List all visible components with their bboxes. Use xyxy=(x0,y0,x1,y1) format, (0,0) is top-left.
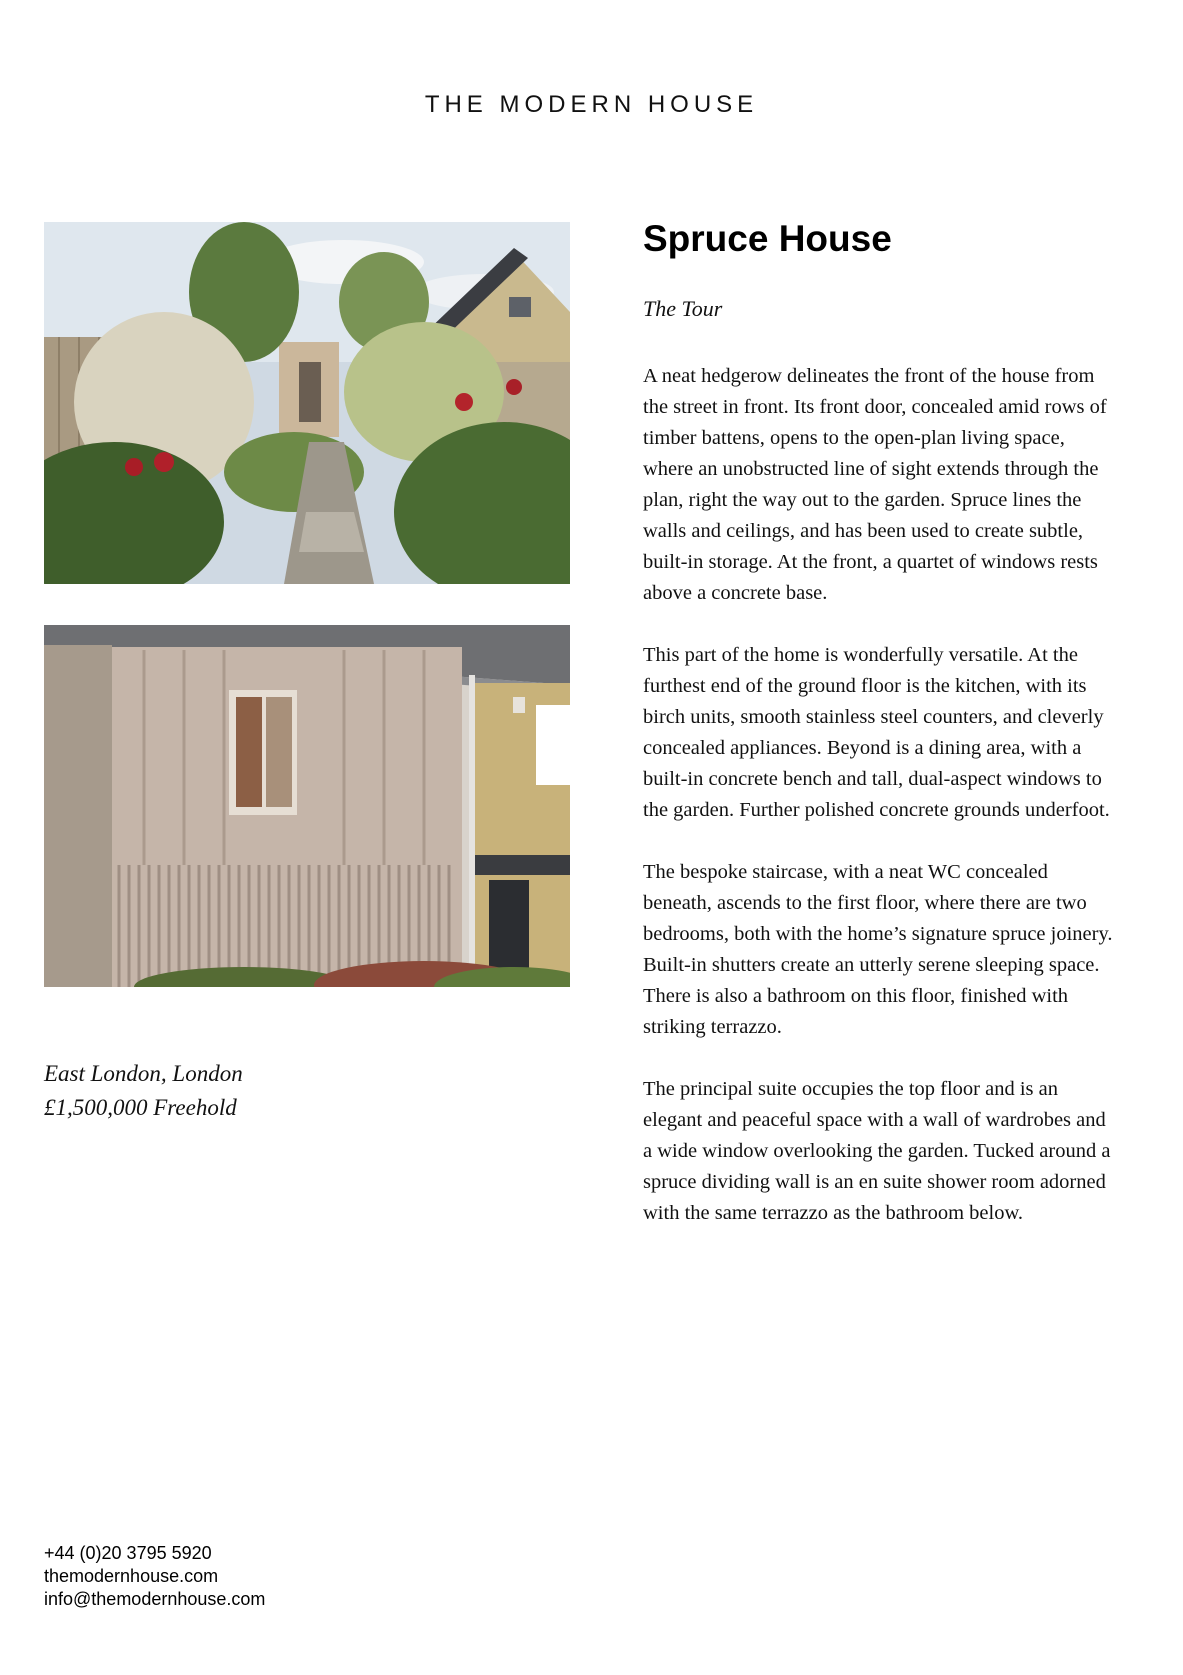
paragraph: The principal suite occupies the top floor and is an elegant and peaceful space with a wall of wardrobes and a wide window overlooking the garden. Tucked around a spruce dividing wall is an en suite shower room adorned with the same terrazzo as the bathroom below. xyxy=(643,1078,1111,1224)
contact-footer xyxy=(44,1542,265,1611)
paragraph: The bespoke staircase, with a neat WC concealed beneath, ascends to the first floor, where there are two bedrooms, both with the home’s signature spruce joinery. Built-in shutters create an utterly serene sleeping space. There is also a bathroom on this floor, finished with striking terrazzo. xyxy=(643,861,1113,1038)
contact-email[interactable]: info@themodernhouse.com xyxy=(44,1589,266,1609)
section-subtitle: The Tour xyxy=(643,296,723,321)
listing-location: East London, London xyxy=(44,1061,243,1086)
listing-details xyxy=(44,1057,243,1125)
brand-wordmark: THE MODERN HOUSE xyxy=(424,91,759,118)
article-body xyxy=(643,361,1113,1260)
paragraph: This part of the home is wonderfully versatile. At the furthest end of the ground floor is the kitchen, with its birch units, smooth stainless steel counters, and cleverly concealed appliances. Beyond is a dining area, with a built-in concrete bench and tall, dual-aspect windows to the garden. Further polished concrete grounds underfoot. xyxy=(643,644,1110,821)
contact-phone[interactable]: +44 (0)20 3795 5920 xyxy=(44,1543,212,1563)
paragraph: A neat hedgerow delineates the front of the house from the street in front. Its front door, concealed amid rows of timber battens, opens to the open-plan living space, where an unobstructed line of sight extends through the plan, right the way out to the garden. Spruce lines the walls and ceilings, and has been used to create subtle, built-in storage. At the front, a quartet of windows rests above a concrete base. xyxy=(643,365,1107,604)
facade-photo xyxy=(44,625,570,987)
listing-price: £1,500,000 Freehold xyxy=(44,1095,237,1120)
garden-photo xyxy=(44,222,570,584)
property-title: Spruce House xyxy=(643,218,892,259)
contact-website[interactable]: themodernhouse.com xyxy=(44,1566,219,1586)
